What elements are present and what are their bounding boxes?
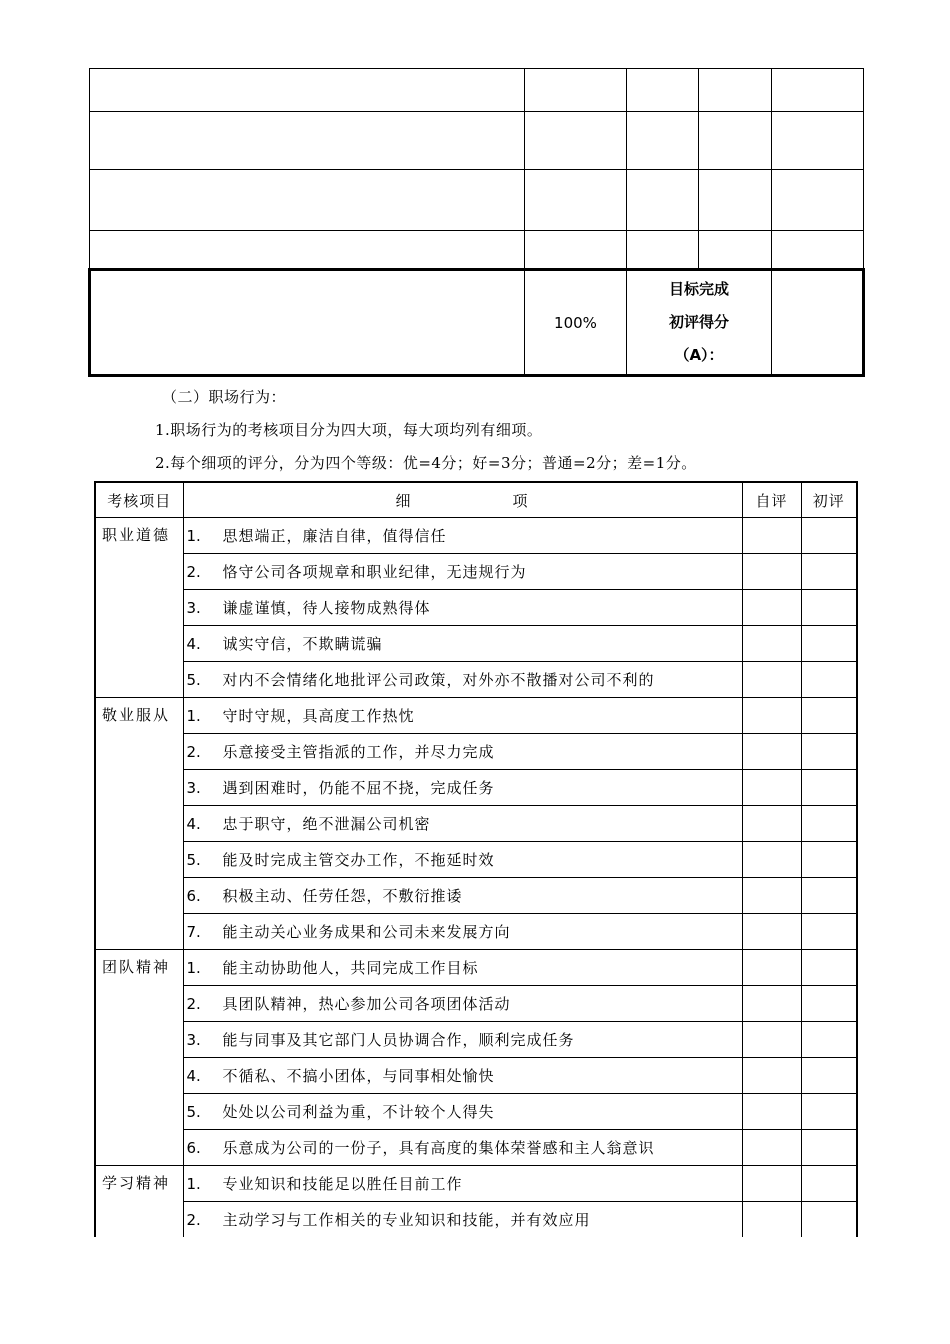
category-cell: 敬业服从: [95, 698, 183, 950]
target-cell[interactable]: [699, 170, 772, 231]
behavior-assessment-table: [94, 481, 858, 1237]
initial-eval-cell[interactable]: [801, 1202, 857, 1238]
item-text: 能主动关心业务成果和公司未来发展方向: [222, 923, 511, 941]
target-cell[interactable]: [90, 69, 525, 112]
summary-row: [90, 270, 864, 376]
item-number: 1.: [186, 1175, 201, 1193]
item-number: 1.: [186, 707, 201, 725]
total-percent: 100%: [525, 270, 627, 376]
item-number: 5.: [186, 1103, 201, 1121]
item-cell: [183, 1058, 742, 1094]
initial-eval-cell[interactable]: [801, 698, 857, 734]
initial-eval-cell[interactable]: [801, 1022, 857, 1058]
item-text: 专业知识和技能足以胜任目前工作: [222, 1175, 463, 1193]
item-number: 4.: [186, 1067, 201, 1085]
item-cell: [183, 662, 742, 698]
item-number: 3.: [186, 779, 201, 797]
initial-score-label-line: 目标完成: [668, 280, 729, 298]
self-eval-cell[interactable]: [742, 770, 801, 806]
item-cell: [183, 734, 742, 770]
item-text: 能主动协助他人，共同完成工作目标: [222, 959, 479, 977]
item-cell: [183, 950, 742, 986]
header-detail: [183, 482, 742, 518]
target-cell[interactable]: [699, 112, 772, 170]
table-row: [95, 950, 857, 986]
target-cell[interactable]: [525, 112, 627, 170]
note-line: 1.职场行为的考核项目分为四大项，每大项均列有细项。: [155, 421, 543, 439]
target-cell[interactable]: [627, 231, 699, 270]
self-eval-cell[interactable]: [742, 1202, 801, 1238]
item-text: 思想端正，廉洁自律，值得信任: [222, 527, 447, 545]
self-eval-cell[interactable]: [742, 986, 801, 1022]
item-text: 积极主动、任劳任怨，不敷衍推诿: [222, 887, 463, 905]
item-cell: [183, 1022, 742, 1058]
item-cell: [183, 914, 742, 950]
table-row: [95, 1058, 857, 1094]
self-eval-cell[interactable]: [742, 1022, 801, 1058]
self-eval-cell[interactable]: [742, 950, 801, 986]
target-cell[interactable]: [699, 69, 772, 112]
table-row: [95, 1094, 857, 1130]
self-eval-cell[interactable]: [742, 734, 801, 770]
note-line: 2.每个细项的评分，分为四个等级：优=4分；好=3分；普通=2分；差=1分。: [155, 454, 697, 472]
item-text: 能与同事及其它部门人员协调合作，顺利完成任务: [222, 1031, 575, 1049]
target-row: [90, 112, 864, 170]
item-cell: [183, 1130, 742, 1166]
summary-blank-cell: [90, 270, 525, 376]
item-number: 5.: [186, 671, 201, 689]
self-eval-cell[interactable]: [742, 914, 801, 950]
header-row: [95, 482, 857, 518]
table-row: [95, 770, 857, 806]
category-cell: 学习精神: [95, 1166, 183, 1238]
item-number: 2.: [186, 743, 201, 761]
initial-eval-cell[interactable]: [801, 986, 857, 1022]
target-row: [90, 69, 864, 112]
header-initial-eval: 初评: [801, 482, 857, 518]
self-eval-cell[interactable]: [742, 626, 801, 662]
table-row: [95, 1166, 857, 1202]
target-table: [88, 68, 865, 377]
table-row: [95, 662, 857, 698]
initial-eval-cell[interactable]: [801, 770, 857, 806]
table-row: [95, 842, 857, 878]
table-row: [95, 878, 857, 914]
item-cell: [183, 842, 742, 878]
self-eval-cell[interactable]: [742, 1058, 801, 1094]
item-text: 守时守规，具高度工作热忱: [222, 707, 415, 725]
target-row: [90, 231, 864, 270]
item-number: 6.: [186, 1139, 201, 1157]
item-text: 不循私、不搞小团体，与同事相处愉快: [222, 1067, 495, 1085]
initial-eval-cell[interactable]: [801, 806, 857, 842]
category-cell: 职业道德: [95, 518, 183, 698]
initial-eval-cell[interactable]: [801, 1130, 857, 1166]
item-number: 7.: [186, 923, 201, 941]
item-number: 4.: [186, 815, 201, 833]
self-eval-cell[interactable]: [742, 1166, 801, 1202]
item-text: 乐意成为公司的一份子，具有高度的集体荣誉感和主人翁意识: [222, 1139, 655, 1157]
target-cell[interactable]: [772, 69, 864, 112]
table-row: [95, 1130, 857, 1166]
item-cell: [183, 878, 742, 914]
target-cell[interactable]: [772, 170, 864, 231]
initial-eval-cell[interactable]: [801, 1058, 857, 1094]
item-text: 忠于职守，绝不泄漏公司机密: [222, 815, 431, 833]
item-cell: [183, 770, 742, 806]
target-cell[interactable]: [525, 170, 627, 231]
table-row: [95, 554, 857, 590]
table-row: [95, 914, 857, 950]
initial-eval-cell[interactable]: [801, 878, 857, 914]
header-self-eval: 自评: [742, 482, 801, 518]
item-number: 3.: [186, 599, 201, 617]
table-row: [95, 698, 857, 734]
item-number: 5.: [186, 851, 201, 869]
item-number: 1.: [186, 959, 201, 977]
target-cell[interactable]: [772, 231, 864, 270]
item-number: 2.: [186, 995, 201, 1013]
target-cell[interactable]: [627, 69, 699, 112]
self-eval-cell[interactable]: [742, 1130, 801, 1166]
self-eval-cell[interactable]: [742, 554, 801, 590]
item-text: 谦虚谨慎，待人接物成熟得体: [222, 599, 431, 617]
self-eval-cell[interactable]: [742, 842, 801, 878]
item-number: 1.: [186, 527, 201, 545]
item-text: 能及时完成主管交办工作，不拖延时效: [222, 851, 495, 869]
target-cell[interactable]: [90, 170, 525, 231]
initial-eval-cell[interactable]: [801, 590, 857, 626]
initial-score-value[interactable]: [772, 270, 864, 376]
table-row: [95, 734, 857, 770]
target-cell[interactable]: [90, 231, 525, 270]
item-text: 具团队精神，热心参加公司各项团体活动: [222, 995, 511, 1013]
self-eval-cell[interactable]: [742, 590, 801, 626]
item-text: 乐意接受主管指派的工作，并尽力完成: [222, 743, 495, 761]
item-text: 主动学习与工作相关的专业知识和技能，并有效应用: [222, 1211, 591, 1229]
item-cell: [183, 1166, 742, 1202]
item-text: 对内不会情绪化地批评公司政策，对外亦不散播对公司不利的: [222, 671, 655, 689]
initial-eval-cell[interactable]: [801, 914, 857, 950]
item-text: 处处以公司利益为重，不计较个人得失: [222, 1103, 495, 1121]
initial-eval-cell[interactable]: [801, 1166, 857, 1202]
item-text: 遇到困难时，仍能不屈不挠，完成任务: [222, 779, 495, 797]
section-heading: （二）职场行为：: [162, 388, 287, 406]
item-text: 恪守公司各项规章和职业纪律，无违规行为: [222, 563, 527, 581]
table-row: [95, 518, 857, 554]
initial-eval-cell[interactable]: [801, 734, 857, 770]
table-row: [95, 1022, 857, 1058]
self-eval-cell[interactable]: [742, 878, 801, 914]
initial-eval-cell[interactable]: [801, 518, 857, 554]
target-cell[interactable]: [525, 231, 627, 270]
item-cell: [183, 806, 742, 842]
item-number: 2.: [186, 563, 201, 581]
item-number: 4.: [186, 635, 201, 653]
initial-eval-cell[interactable]: [801, 1094, 857, 1130]
initial-eval-cell[interactable]: [801, 626, 857, 662]
item-number: 6.: [186, 887, 201, 905]
initial-score-label-line: （A）：: [674, 346, 724, 364]
self-eval-cell[interactable]: [742, 662, 801, 698]
header-detail-right: 项: [512, 491, 530, 510]
item-number: 2.: [186, 1211, 201, 1229]
item-cell: [183, 1202, 742, 1238]
table-row: [95, 986, 857, 1022]
target-cell[interactable]: [525, 69, 627, 112]
initial-score-label: [627, 270, 772, 376]
self-eval-cell[interactable]: [742, 698, 801, 734]
header-detail-left: 细: [395, 491, 413, 510]
target-cell[interactable]: [90, 112, 525, 170]
item-cell: [183, 1094, 742, 1130]
initial-eval-cell[interactable]: [801, 662, 857, 698]
category-cell: 团队精神: [95, 950, 183, 1166]
initial-eval-cell[interactable]: [801, 950, 857, 986]
table-row: [95, 806, 857, 842]
table-row: [95, 626, 857, 662]
target-cell[interactable]: [627, 112, 699, 170]
target-cell[interactable]: [627, 170, 699, 231]
table-row: [95, 590, 857, 626]
self-eval-cell[interactable]: [742, 806, 801, 842]
item-cell: [183, 698, 742, 734]
initial-score-label-line: 初评得分: [668, 313, 729, 331]
header-category: 考核项目: [95, 482, 183, 518]
item-cell: [183, 554, 742, 590]
target-cell[interactable]: [699, 231, 772, 270]
self-eval-cell[interactable]: [742, 518, 801, 554]
target-cell[interactable]: [772, 112, 864, 170]
target-row: [90, 170, 864, 231]
item-cell: [183, 986, 742, 1022]
item-cell: [183, 518, 742, 554]
item-cell: [183, 590, 742, 626]
initial-eval-cell[interactable]: [801, 554, 857, 590]
table-row: [95, 1202, 857, 1238]
item-number: 3.: [186, 1031, 201, 1049]
initial-eval-cell[interactable]: [801, 842, 857, 878]
item-text: 诚实守信，不欺瞒谎骗: [222, 635, 383, 653]
assessment-body: [95, 518, 857, 1238]
item-cell: [183, 626, 742, 662]
self-eval-cell[interactable]: [742, 1094, 801, 1130]
